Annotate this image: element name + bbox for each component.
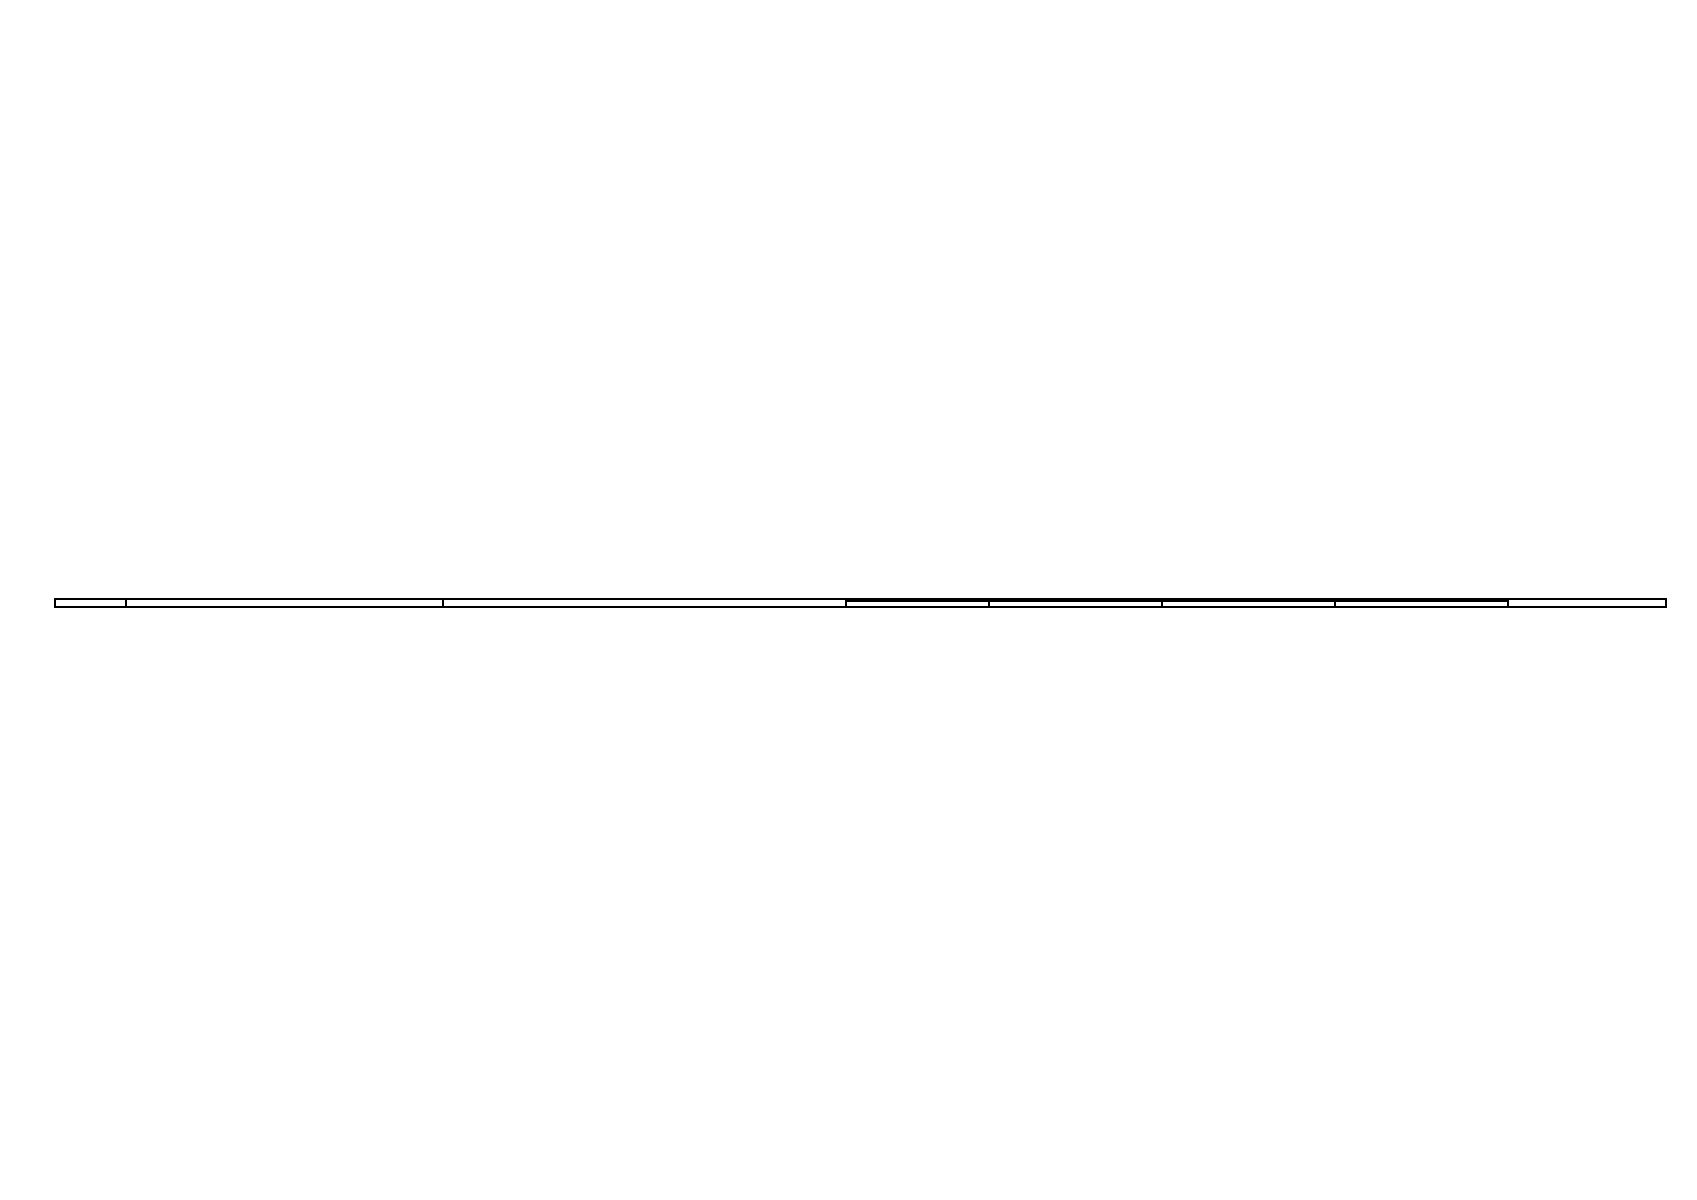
roads-table-new-edition (54, 598, 1667, 608)
header-id (126, 599, 443, 607)
header-length-paved (989, 601, 1162, 607)
header-category (1508, 599, 1666, 607)
header-bridges-length (1335, 601, 1508, 607)
header-num (55, 599, 126, 607)
header-bridges-count (1162, 601, 1335, 607)
header-name (443, 599, 846, 607)
header-length-total (846, 601, 989, 607)
